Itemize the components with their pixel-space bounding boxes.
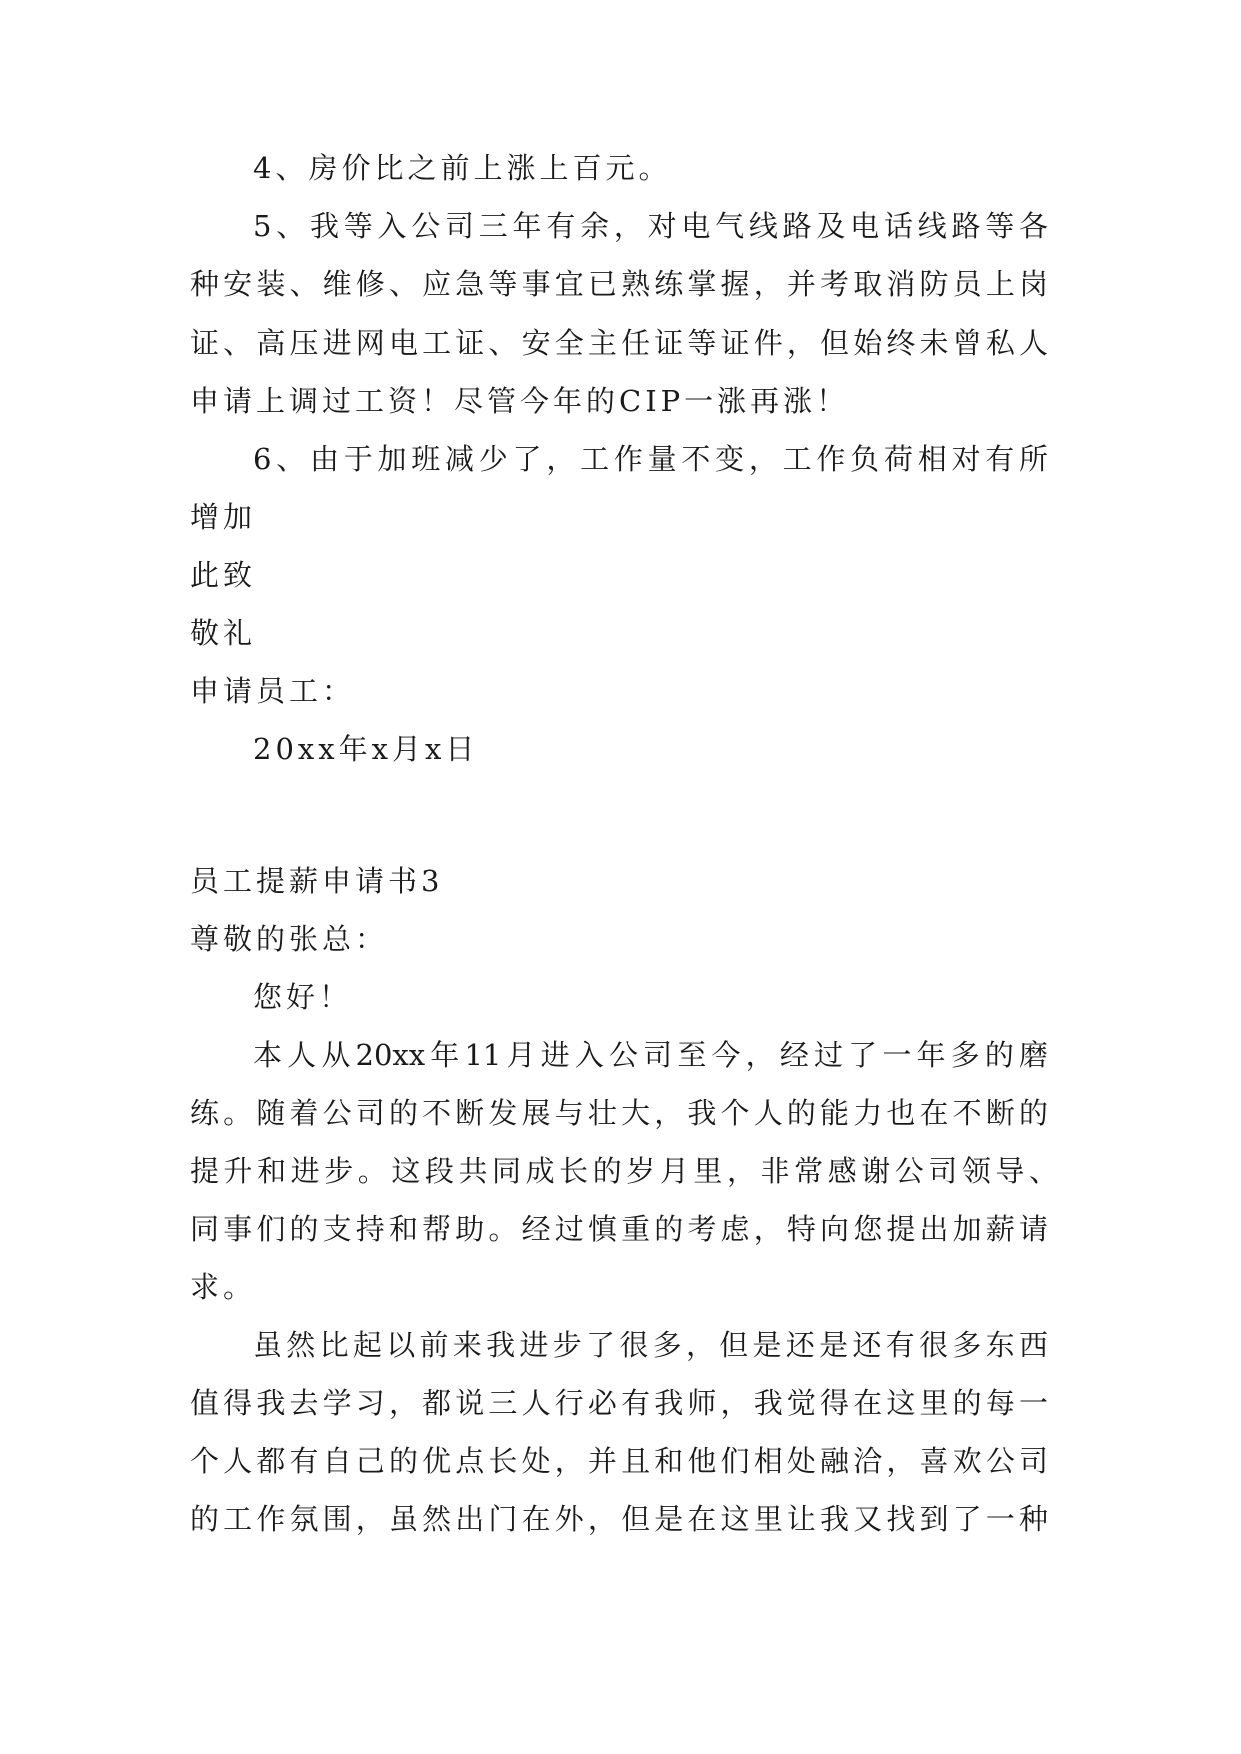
closing-ci-zhi: 此致	[190, 558, 257, 592]
list-item-6-line-2: 增加	[190, 500, 257, 534]
paragraph-2-line-2: 值得我去学习，都说三人行必有我师，我觉得在这里的每一	[190, 1386, 1048, 1420]
date-line: 20xx年x月x日	[253, 732, 479, 766]
greeting: 您好！	[253, 980, 353, 1014]
list-item-5-line-2: 种安装、维修、应急等事宜已熟练掌握，并考取消防员上岗	[190, 267, 1048, 301]
list-item-5-line-4: 申请上调过工资！尽管今年的CIP一涨再涨！	[190, 384, 850, 418]
list-item-6-line-1: 6、由于加班减少了，工作量不变，工作负荷相对有所	[253, 442, 1048, 476]
paragraph-1-line-3: 提升和进步。这段共同成长的岁月里，非常感谢公司领导、	[190, 1154, 1058, 1188]
list-item-5-line-3: 证、高压进网电工证、安全主任证等证件，但始终未曾私人	[190, 326, 1048, 360]
list-item-5-line-1: 5、我等入公司三年有余，对电气线路及电话线路等各	[253, 209, 1048, 243]
section-title: 员工提薪申请书3	[190, 864, 444, 898]
paragraph-2-line-1: 虽然比起以前来我进步了很多，但是还是还有很多东西	[253, 1328, 1048, 1362]
list-item-4: 4、房价比之前上涨上百元。	[253, 151, 672, 185]
paragraph-1-line-2: 练。随着公司的不断发展与壮大，我个人的能力也在不断的	[190, 1096, 1048, 1130]
closing-jing-li: 敬礼	[190, 616, 257, 650]
paragraph-2-line-3: 个人都有自己的优点长处，并且和他们相处融洽，喜欢公司	[190, 1444, 1048, 1478]
paragraph-1-line-1: 本人从20xx年11月进入公司至今，经过了一年多的磨	[253, 1038, 1048, 1072]
paragraph-1-line-4: 同事们的支持和帮助。经过慎重的考虑，特向您提出加薪请	[190, 1212, 1048, 1246]
paragraph-1-line-5: 求。	[190, 1270, 257, 1304]
salutation: 尊敬的张总：	[190, 922, 389, 956]
applicant-label: 申请员工：	[190, 674, 356, 708]
paragraph-2-line-4: 的工作氛围，虽然出门在外，但是在这里让我又找到了一种	[190, 1502, 1048, 1536]
